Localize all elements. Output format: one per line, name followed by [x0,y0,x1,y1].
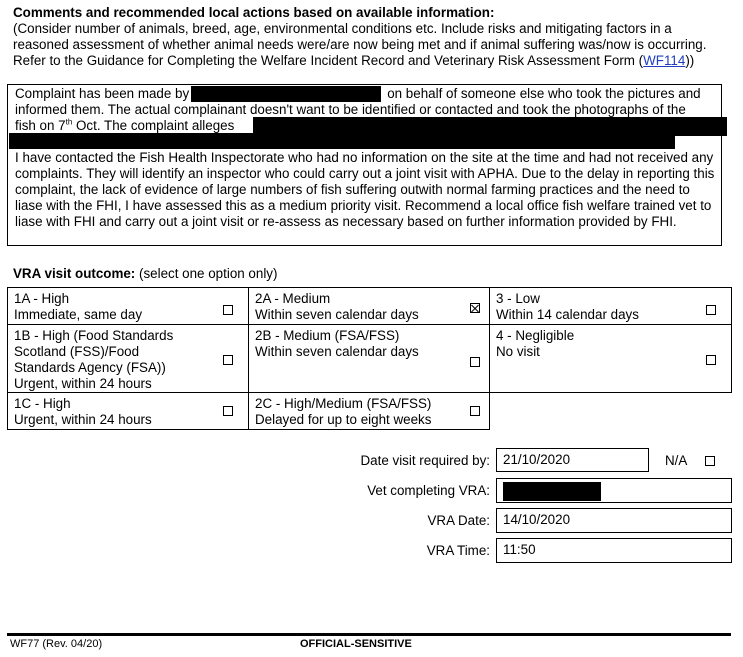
comments-textbox[interactable] [7,84,722,246]
redaction-block [503,482,601,501]
option-desc: Within 14 calendar days [496,307,639,322]
guidance-body: (Consider number of animals, breed, age, environmental conditions etc. Include risks and mitigating factors in a reasoned assessment of whether animal needs were/are now being met and if animal suffering was/now is occurring. Refer to the Guidance for Completing the Welfare Incident Record and Veterinary Risk Assessment Form ( [13,21,707,68]
vra-time-value: 11:50 [503,542,536,557]
vra-time-field[interactable] [496,538,732,563]
comment-line1-end: on behalf of someone else who took the pictures and [387,86,701,101]
checkbox-3[interactable] [706,305,716,315]
option-code: 2B - Medium (FSA/FSS) [255,328,400,343]
comment-content [15,86,721,230]
option-code: 2C - High/Medium (FSA/FSS) [255,396,432,411]
outcome-label-note: (select one option only) [135,266,278,281]
vet-label: Vet completing VRA: [367,483,490,498]
date-required-field[interactable] [496,448,649,472]
checkbox-1c[interactable] [223,406,233,416]
option-code: 1C - High [14,396,71,411]
wf114-link[interactable]: WF114 [643,53,686,68]
vra-date-label: VRA Date: [427,513,490,528]
option-3[interactable] [489,287,732,325]
superscript-th: th [65,117,73,127]
redaction-block [191,86,381,102]
option-code: 3 - Low [496,291,540,306]
comment-line-2: informed them. The actual complainant doesn't want to be identified or contacted and took the photographs of the [15,102,686,117]
comment-line-4 [15,134,721,150]
checkbox-1b[interactable] [223,355,233,365]
na-checkbox[interactable] [705,456,715,466]
checkbox-2b[interactable] [470,357,480,367]
guidance-text [13,21,725,69]
option-2c[interactable] [248,392,490,430]
vra-date-value: 14/10/2020 [503,512,571,527]
footer-divider [7,633,731,636]
vra-time-label: VRA Time: [426,543,490,558]
option-2a[interactable] [248,287,490,325]
redaction-block [9,133,675,149]
comment-line1-start: Complaint has been made by [15,86,190,101]
option-1c[interactable] [7,392,249,430]
option-code: 4 - Negligible [496,328,575,343]
option-desc: Immediate, same day [14,307,143,322]
checkbox-2c[interactable] [470,406,480,416]
option-desc: Urgent, within 24 hours [14,376,152,391]
guidance-end: )) [685,53,695,68]
option-code: 1A - High [14,291,70,306]
comments-heading: Comments and recommended local actions based on available information: [13,5,495,20]
outcome-label-bold: VRA visit outcome: [13,266,136,281]
comment-paragraph-2: I have contacted the Fish Health Inspectorate who had no information on the site at the time and had not received any complaints. They will identify an inspector who could carry out a joint visit with APHA. Due to the delay in reporting this complaint, the lack of evidence of large numbers of fish suffering outwith normal farming practices and the need to liase with the FHI, I have assessed this as a medium priority visit. Recommend a local office fish welfare trained vet to liase with FHI and carry out a joint visit or re-assess as necessary based on further information provided by FHI. [15,150,715,229]
comment-line-1 [15,86,721,102]
outcome-label [13,266,277,281]
checkbox-1a[interactable] [223,305,233,315]
option-code: 1B - High (Food Standards Scotland (FSS)/Food Standards Agency (FSA)) [14,328,174,375]
option-desc: Within seven calendar days [255,344,419,359]
date-required-label: Date visit required by: [360,453,490,468]
comment-line3-start: fish on 7 [15,118,66,133]
option-1a[interactable] [7,287,249,325]
option-desc: Urgent, within 24 hours [14,412,152,427]
na-label: N/A [665,453,688,468]
option-1b[interactable] [7,324,249,393]
form-reference: WF77 (Rev. 04/20) [10,638,103,650]
option-4[interactable] [489,324,732,393]
vra-date-field[interactable] [496,508,732,533]
checkbox-2a-checked[interactable] [470,303,480,313]
classification-label: OFFICIAL-SENSITIVE [300,638,412,650]
comment-line3-end: Oct. The complaint alleges [72,118,235,133]
option-code: 2A - Medium [255,291,331,306]
vet-field[interactable] [496,478,732,503]
option-desc: Within seven calendar days [255,307,419,322]
comment-line-3 [15,118,721,134]
option-desc: No visit [496,344,540,359]
option-2b[interactable] [248,324,490,393]
date-required-value: 21/10/2020 [503,452,571,467]
checkbox-4[interactable] [706,355,716,365]
option-desc: Delayed for up to eight weeks [255,412,432,427]
